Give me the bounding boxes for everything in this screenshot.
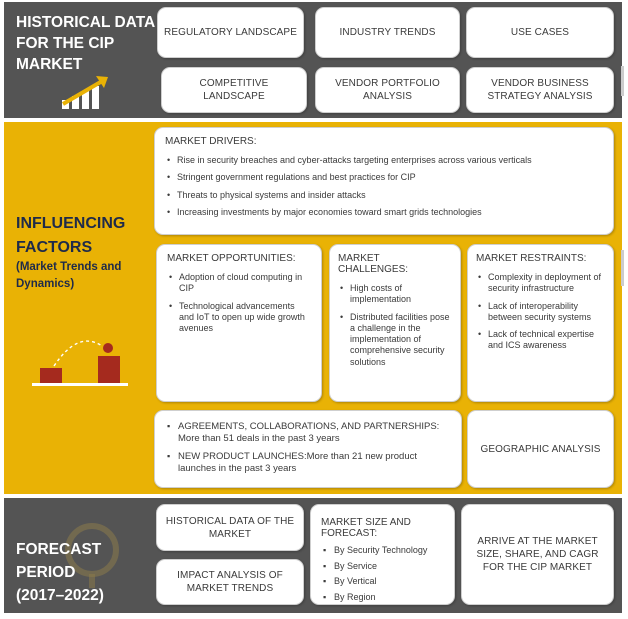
list-item: • Adoption of cloud computing in CIP	[167, 272, 311, 295]
list-item: ▪ By Region	[323, 592, 444, 604]
influencing-section	[4, 122, 622, 494]
developments-list	[167, 421, 449, 475]
list-item: • Rise in security breaches and cyber-attacks targeting enterprises across various verticals	[165, 155, 603, 166]
market-restraints-list	[476, 272, 605, 352]
agreements-heading: AGREEMENTS, COLLABORATIONS, AND PARTNERSHIPS:	[178, 421, 440, 432]
list-item: • Stringent government regulations and best practices for CIP	[165, 172, 603, 183]
vendor-portfolio-box: VENDOR PORTFOLIO ANALYSIS	[315, 67, 460, 113]
market-challenges-box	[329, 244, 461, 402]
historical-section	[4, 2, 622, 118]
launches-item	[167, 451, 449, 476]
geographic-analysis-box: GEOGRAPHIC ANALYSIS	[467, 410, 614, 488]
list-item: ▪ By Service	[323, 561, 444, 573]
historical-data-box: HISTORICAL DATA OF THE MARKET	[156, 504, 304, 551]
agreements-item	[167, 421, 449, 446]
list-item: • High costs of implementation	[338, 283, 452, 306]
impact-analysis-box: IMPACT ANALYSIS OF MARKET TRENDS	[156, 559, 304, 605]
list-item: ▪ By Vertical	[323, 576, 444, 588]
list-item: ▪ By Security Technology	[323, 545, 444, 557]
launches-text: More than 21 new product launches in the past 3 years	[178, 450, 417, 475]
developments-box	[154, 410, 462, 488]
list-item: • Complexity in deployment of security infrastructure	[476, 272, 605, 295]
vendor-strategy-box: VENDOR BUSINESS STRATEGY ANALYSIS	[466, 67, 614, 113]
list-item: • Technological advancements and IoT to open up wide growth avenues	[167, 301, 311, 335]
market-restraints-heading: MARKET RESTRAINTS:	[476, 253, 587, 264]
forecast-section	[4, 498, 622, 613]
list-item: • Lack of interoperability between security systems	[476, 301, 605, 324]
list-item: • Lack of technical expertise and ICS awareness	[476, 329, 605, 352]
market-drivers-box	[154, 127, 614, 235]
launches-heading: NEW PRODUCT LAUNCHES:	[178, 450, 307, 462]
arrive-market-size-box: ARRIVE AT THE MARKET SIZE, SHARE, AND CAGR FOR THE CIP MARKET	[461, 504, 614, 605]
competitive-landscape-box: COMPETITIVE LANDSCAPE	[161, 67, 307, 113]
market-challenges-list	[338, 283, 452, 368]
agreements-text: More than 51 deals in the past 3 years	[178, 433, 340, 445]
influencing-title: INFLUENCING FACTORS	[16, 215, 126, 256]
forecast-title: FORECAST PERIOD (2017–2022)	[16, 541, 104, 604]
market-opportunities-list	[167, 272, 311, 334]
industry-trends-box: INDUSTRY TRENDS	[315, 7, 460, 58]
regulatory-landscape-box: REGULATORY LANDSCAPE	[157, 7, 304, 58]
jump-icon	[32, 334, 132, 390]
market-size-list	[321, 545, 444, 604]
market-size-heading: MARKET SIZE AND FORECAST:	[321, 517, 411, 539]
list-item: • Distributed facilities pose a challenge in the implementation of comprehensive security solutions	[338, 312, 452, 368]
market-restraints-box	[467, 244, 614, 402]
historical-title: HISTORICAL DATA FOR THE CIP MARKET	[16, 14, 156, 73]
market-opportunities-heading: MARKET OPPORTUNITIES:	[167, 253, 296, 264]
list-item: • Increasing investments by major economies toward smart grids technologies	[165, 207, 603, 218]
use-cases-box: USE CASES	[466, 7, 614, 58]
top-scroll-divider	[621, 66, 624, 96]
mid-scroll-divider	[621, 250, 624, 286]
market-drivers-heading: MARKET DRIVERS:	[165, 136, 257, 147]
influencing-subtitle: (Market Trends and Dynamics)	[16, 261, 122, 290]
market-size-box	[310, 504, 455, 605]
market-opportunities-box	[156, 244, 322, 402]
market-drivers-list	[165, 155, 603, 218]
list-item: • Threats to physical systems and insider attacks	[165, 190, 603, 201]
market-challenges-heading: MARKET CHALLENGES:	[338, 253, 409, 275]
growth-chart-icon	[60, 74, 112, 112]
